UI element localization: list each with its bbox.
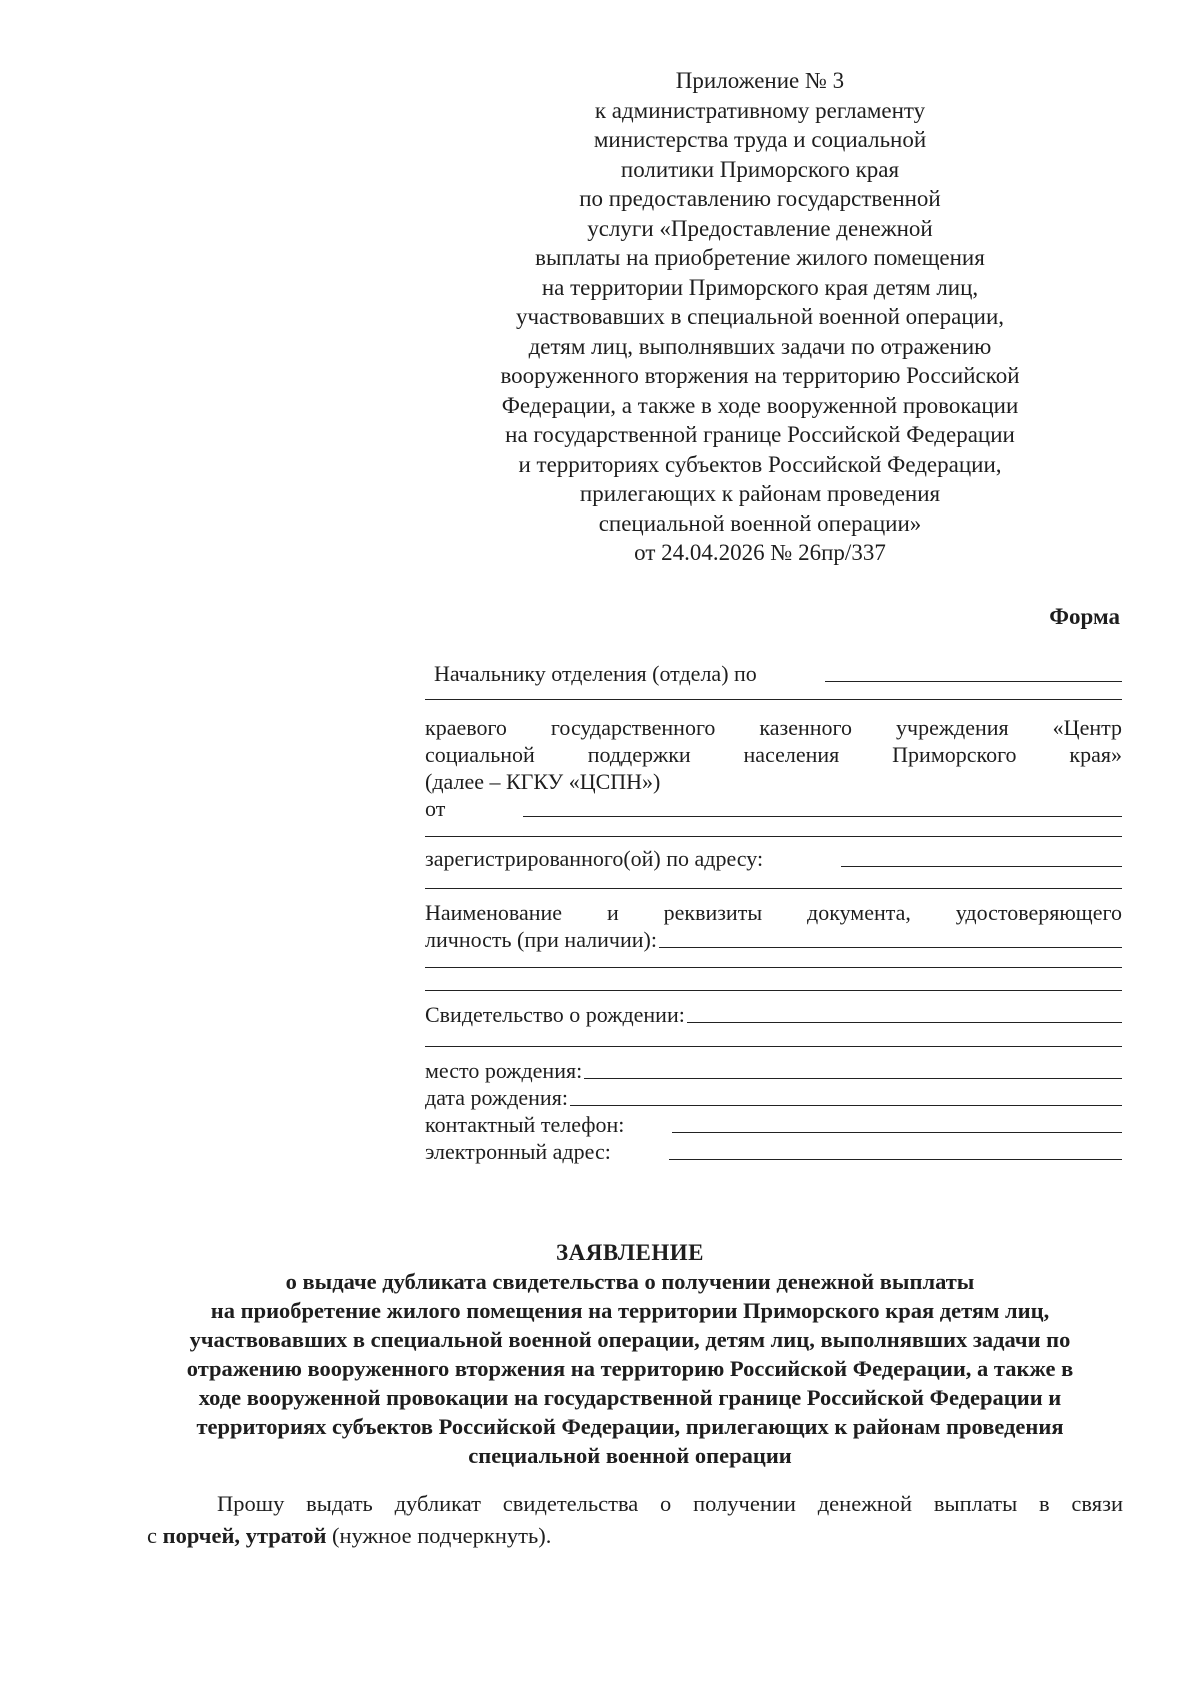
statement-subtitle-line: участвовавших в специальной военной операции, детям лиц, выполнявших задачи по (189, 1327, 1071, 1352)
head-label: Начальнику отделения (отдела) по (434, 661, 757, 686)
birth-cert-field[interactable] (687, 1022, 1122, 1023)
birth-date-label: дата рождения: (425, 1085, 568, 1110)
appendix-line: Приложение № 3 (675, 68, 845, 93)
appendix-line: участвовавших в специальной военной операции, (515, 304, 1005, 329)
form-label: Форма (1049, 604, 1120, 629)
email-label: электронный адрес: (425, 1139, 611, 1164)
appendix-line: детям лиц, выполнявших задачи по отражению (528, 333, 992, 359)
appendix-line: выплаты на приобретение жилого помещения (535, 245, 985, 270)
appendix-line: министерства труда и социальной (593, 127, 927, 152)
id-doc-row (425, 926, 1122, 953)
appendix-header (420, 66, 1100, 568)
from-field-line2[interactable] (425, 836, 1122, 837)
appendix-line: политики Приморского края (620, 156, 900, 182)
address-row (425, 845, 1122, 872)
head-field[interactable] (825, 681, 1122, 682)
phone-label: контактный телефон: (425, 1112, 625, 1137)
address-field-line2[interactable] (425, 888, 1122, 889)
head-field-line2[interactable] (425, 699, 1122, 700)
birth-date-field[interactable] (570, 1105, 1122, 1106)
id-doc-line1: Наименование и реквизиты документа, удостоверяющего (425, 900, 1122, 925)
appendix-line: услуги «Предоставление денежной (587, 215, 933, 241)
from-field[interactable] (523, 816, 1122, 817)
appendix-line: и территориях субъектов Российской Федерации, (518, 451, 1002, 477)
address-field[interactable] (841, 866, 1122, 867)
statement-subtitle-line: специальной военной операции (468, 1443, 792, 1468)
from-row (425, 795, 1122, 822)
id-doc-label: личность (при наличии): (425, 927, 657, 952)
statement-subtitle-line: отражению вооруженного вторжения на территорию Российской Федерации, а также в (186, 1356, 1074, 1381)
birth-cert-field-line2[interactable] (425, 1046, 1122, 1047)
birth-place-row (425, 1057, 1122, 1084)
statement-title (120, 1238, 1140, 1470)
appendix-line: Федерации, а также в ходе вооруженной провокации (501, 392, 1019, 418)
institution-line2: социальной поддержки населения Приморского края» (425, 742, 1122, 767)
from-label: от (425, 796, 446, 821)
phone-field[interactable] (672, 1132, 1122, 1133)
email-field[interactable] (669, 1159, 1122, 1160)
birth-cert-row (425, 1001, 1122, 1028)
body-line1: Прошу выдать дубликат свидетельства о получении денежной выплаты в связи (217, 1491, 1123, 1516)
statement-heading: ЗАЯВЛЕНИЕ (556, 1240, 704, 1265)
statement-subtitle-line: на приобретение жилого помещения на территории Приморского края детям лиц, (210, 1298, 1050, 1323)
appendix-line: к административному регламенту (594, 97, 926, 123)
option-loss[interactable]: утратой (245, 1523, 327, 1548)
appendix-line: прилегающих к районам проведения (579, 481, 941, 506)
appendix-line: по предоставлению государственной (579, 186, 941, 211)
statement-subtitle-line: территориях субъектов Российской Федерации, прилегающих к районам проведения (196, 1414, 1064, 1439)
id-doc-field[interactable] (659, 947, 1122, 948)
birth-place-label: место рождения: (425, 1058, 583, 1083)
head-row (425, 660, 1122, 687)
birth-cert-label: Свидетельство о рождении: (425, 1002, 685, 1027)
appendix-line: на государственной границе Российской Федерации (505, 422, 1015, 447)
institution-line3: (далее – КГКУ «ЦСПН») (425, 769, 661, 794)
email-row (425, 1138, 1122, 1165)
institution-line1: краевого государственного казенного учреждения «Центр (425, 715, 1122, 740)
option-damage[interactable]: порчей, (162, 1523, 241, 1548)
birth-date-row (425, 1084, 1122, 1111)
appendix-line: от 24.04.2026 № 26пр/337 (634, 540, 886, 565)
statement-body (147, 1488, 1123, 1552)
addressee-block (425, 660, 1122, 1165)
body-prefix: с (147, 1523, 157, 1548)
birth-place-field[interactable] (584, 1078, 1122, 1079)
appendix-line: на территории Приморского края детям лиц, (541, 274, 979, 300)
id-doc-field-line2[interactable] (425, 967, 1122, 968)
body-line2 (147, 1520, 1123, 1552)
statement-subtitle-line: ходе вооруженной провокации на государственной границе Российской Федерации и (198, 1385, 1062, 1410)
address-label: зарегистрированного(ой) по адресу: (425, 846, 764, 871)
statement-subtitle-line: о выдаче дубликата свидетельства о получении денежной выплаты (285, 1269, 975, 1294)
phone-row (425, 1111, 1122, 1138)
appendix-line: вооруженного вторжения на территорию Российской (500, 363, 1020, 388)
body-suffix: (нужное подчеркнуть). (332, 1523, 552, 1548)
id-doc-field-line3[interactable] (425, 990, 1122, 991)
appendix-line: специальной военной операции» (598, 510, 922, 536)
